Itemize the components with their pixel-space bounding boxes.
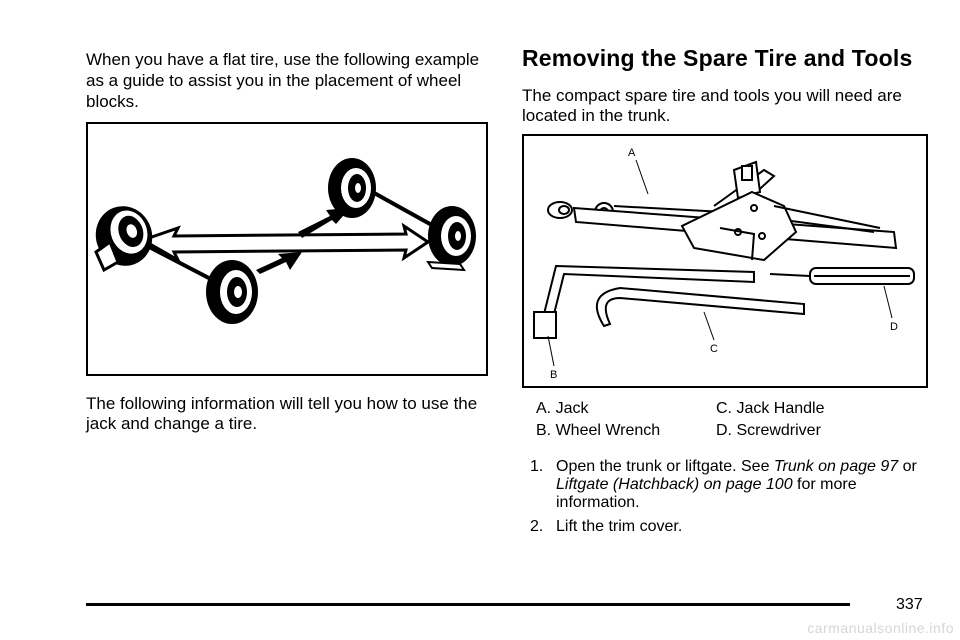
jack-handle-drawing: [597, 288, 804, 326]
front-left-tire: [206, 260, 258, 324]
rear-left-tire: [88, 198, 161, 274]
tools-figure: [522, 134, 928, 388]
screwdriver-drawing: [770, 268, 914, 284]
figure-label-a: A: [628, 147, 636, 159]
step-text-end: for more information.: [556, 476, 857, 511]
figure-label-b: B: [550, 369, 558, 381]
steps-list: [530, 458, 930, 542]
legend-item-jack: A. Jack: [536, 400, 589, 417]
intro-paragraph: When you have a flat tire, use the following example as a guide to assist you in the placement of wheel blocks.: [86, 50, 480, 111]
legend-right: [716, 398, 825, 442]
step-number: 1.: [530, 458, 544, 475]
legend-item-jack-handle: C. Jack Handle: [716, 400, 825, 417]
step-number: 2.: [530, 518, 544, 535]
wheel-blocks-illustration: [88, 124, 486, 374]
trunk-reference-link[interactable]: Trunk on page 97: [773, 458, 899, 475]
jack-info-paragraph: The following information will tell you how to use the jack and change a tire.: [86, 394, 478, 433]
figure-label-c: C: [710, 343, 718, 355]
step-2: [530, 518, 930, 536]
footer-rule: [86, 603, 850, 606]
step-text: Lift the trim cover.: [556, 518, 683, 535]
legend-left: [536, 398, 660, 442]
section-title: Removing the Spare Tire and Tools: [522, 45, 913, 71]
jack-drawing: [548, 162, 896, 260]
step-text-middle: or: [898, 458, 917, 475]
legend-item-screwdriver: D. Screwdriver: [716, 422, 821, 439]
rear-right-tire: [328, 158, 376, 218]
legend-item-wheel-wrench: B. Wheel Wrench: [536, 422, 661, 439]
figure-label-d: D: [890, 321, 898, 333]
step-text: Open the trunk or liftgate. See: [556, 458, 774, 475]
page-number: 337: [896, 596, 923, 613]
front-right-tire: [428, 206, 476, 266]
tools-illustration: [524, 136, 926, 386]
watermark: carmanualsonline.info: [807, 620, 954, 636]
wheel-blocks-figure: [86, 122, 488, 376]
liftgate-reference-link[interactable]: Liftgate (Hatchback) on page 100: [556, 476, 793, 493]
spare-tire-paragraph: The compact spare tire and tools you will need are located in the trunk.: [522, 86, 902, 125]
step-1: [530, 458, 930, 512]
